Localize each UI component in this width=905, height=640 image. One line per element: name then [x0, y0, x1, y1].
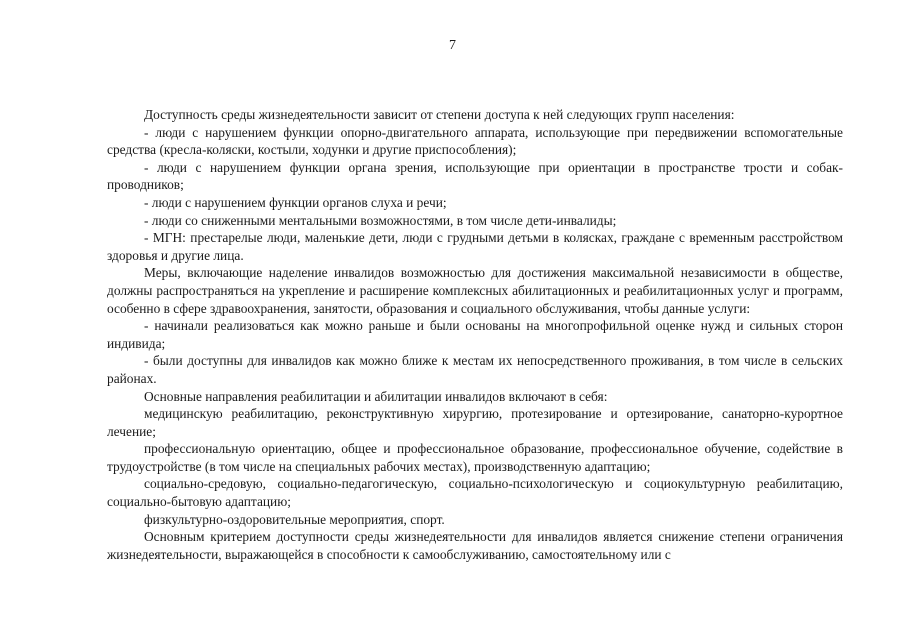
list-item: - люди с нарушением функции органов слуха и речи; — [144, 194, 447, 210]
paragraph: Меры, включающие наделение инвалидов возможностью для достижения максимальной независимости в обществе, должны распространяться на укрепление и расширение комплексных абилитационных и реабилитационных услуг и программ, особенно в сфере здравоохранения, занятости, образования и социального обслуживания, чтобы данные услуги: — [107, 265, 843, 316]
list-item: социально-средовую, социально-педагогическую, социально-психологическую и социокультурную реабилитацию, социально-бытовую адаптацию; — [107, 476, 843, 510]
paragraph: Основным критерием доступности среды жизнедеятельности для инвалидов является снижение степени ограничения жизнедеятельности, выражающейся в способности к самообслуживанию, самостоятельному или с — [107, 529, 843, 562]
list-item: - люди с нарушением функции опорно-двигательного аппарата, использующие при передвижении вспомогательные средства (кресла-коляски, костыли, ходунки и другие приспособления); — [107, 124, 843, 158]
list-item: - люди со сниженными ментальными возможностями, в том числе дети-инвалиды; — [144, 212, 617, 228]
page-number: 7 — [449, 38, 456, 53]
paragraph: Основные направления реабилитации и абилитации инвалидов включают в себя: — [144, 388, 608, 404]
list-item: медицинскую реабилитацию, реконструктивную хирургию, протезирование и ортезирование, санаторно-курортное лечение; — [107, 406, 843, 439]
list-item: профессиональную ориентацию, общее и профессиональное образование, профессиональное обучение, содействие в трудоустройстве (в том числе на специальных рабочих местах), производственную адаптацию; — [107, 441, 843, 474]
list-item: - были доступны для инвалидов как можно ближе к местам их непосредственного проживания, в том числе в сельских районах. — [107, 353, 843, 386]
list-item: - люди с нарушением функции органа зрения, использующие при ориентации в пространстве трости и собак-проводников; — [107, 159, 843, 193]
document-body — [107, 106, 843, 563]
paragraph: Доступность среды жизнедеятельности зависит от степени доступа к ней следующих групп населения: — [144, 107, 735, 122]
list-item: физкультурно-оздоровительные мероприятия, спорт. — [144, 511, 445, 527]
list-item: - МГН: престарелые люди, маленькие дети, люди с грудными детьми в колясках, граждане с временным расстройством здоровья и другие лица. — [107, 230, 843, 263]
list-item: - начинали реализоваться как можно раньше и были основаны на многопрофильной оценке нужд и сильных сторон индивида; — [107, 318, 843, 351]
